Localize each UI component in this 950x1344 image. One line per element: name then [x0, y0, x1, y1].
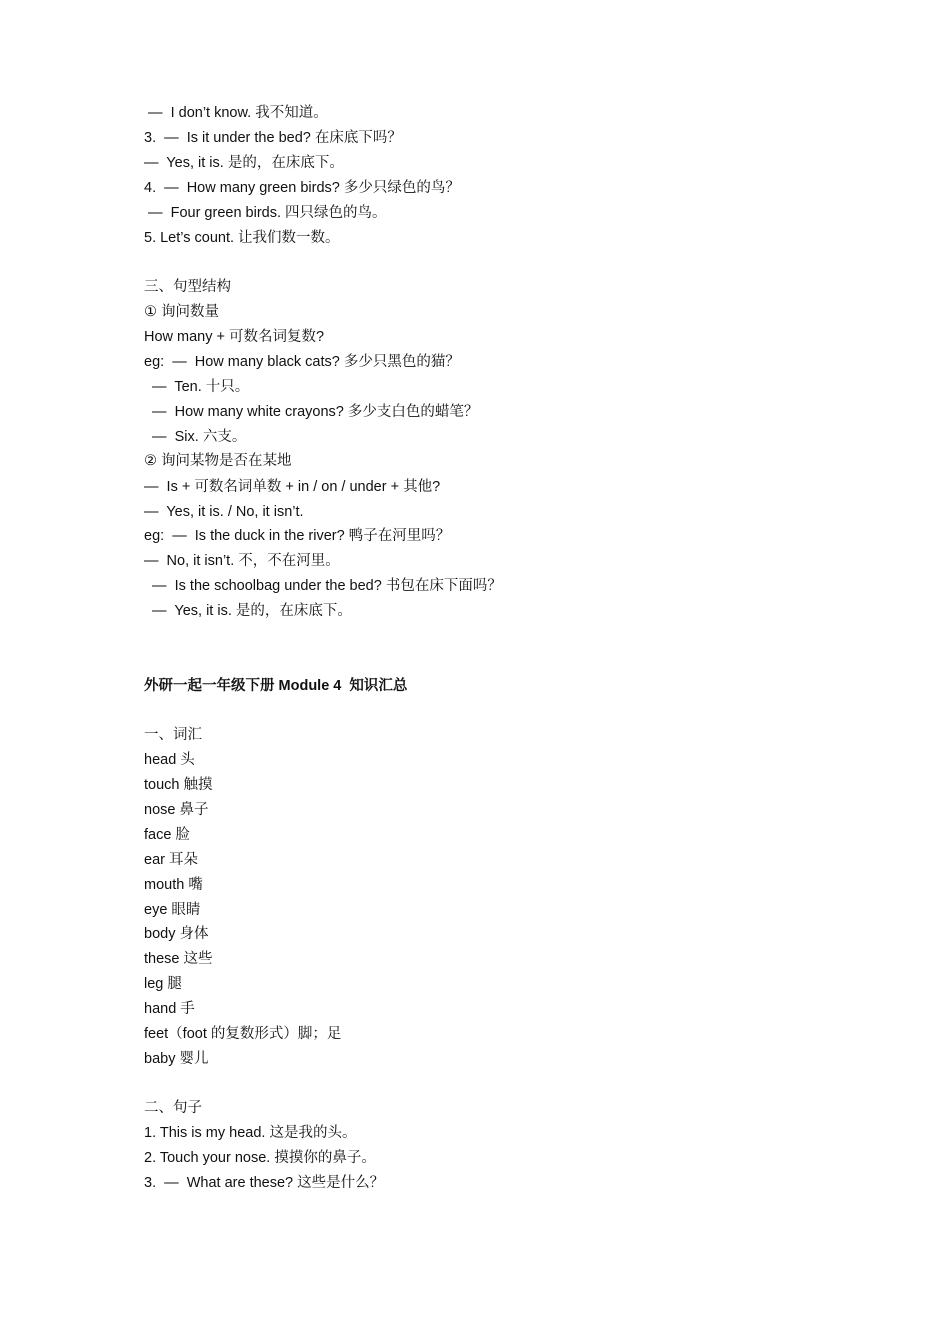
section-heading: 二、句子	[144, 1100, 202, 1116]
pattern-line: — Yes, it is. / No, it isn’t.	[144, 504, 304, 520]
vocabulary-item: face 脸	[144, 827, 190, 843]
module-title: 外研一起一年级下册 Module 4 知识汇总	[144, 678, 408, 694]
numbered-sentence: 4. — How many green birds? 多少只绿色的鸟？	[144, 180, 460, 196]
dialog-line: — Is the schoolbag under the bed? 书包在床下面吗？	[144, 578, 502, 594]
subsection-heading: ① 询问数量	[144, 304, 220, 320]
numbered-sentence: 3. — What are these? 这些是什么？	[144, 1175, 385, 1191]
vocabulary-item: head 头	[144, 752, 195, 768]
dialog-line: — Four green birds. 四只绿色的鸟。	[144, 205, 387, 221]
example-line: eg: — How many black cats? 多少只黑色的猫？	[144, 354, 460, 370]
dialog-line: — How many white crayons? 多少支白色的蜡笔？	[144, 404, 479, 420]
section-heading: 三、句型结构	[144, 279, 231, 295]
vocabulary-item: leg 腿	[144, 976, 182, 992]
numbered-sentence: 1. This is my head. 这是我的头。	[144, 1125, 357, 1141]
dialog-line: — I don’t know. 我不知道。	[144, 105, 328, 121]
subsection-heading: ② 询问某物是否在某地	[144, 453, 292, 469]
vocabulary-item: body 身体	[144, 926, 209, 942]
vocabulary-item: nose 鼻子	[144, 802, 209, 818]
vocabulary-item: eye 眼睛	[144, 902, 201, 918]
dialog-line: — Yes, it is. 是的，在床底下。	[144, 603, 352, 619]
vocabulary-item: mouth 嘴	[144, 877, 203, 893]
dialog-line: — Ten. 十只。	[144, 379, 250, 395]
numbered-sentence: 2. Touch your nose. 摸摸你的鼻子。	[144, 1150, 376, 1166]
vocabulary-item: touch 触摸	[144, 777, 213, 793]
section-heading: 一、词汇	[144, 727, 202, 743]
numbered-sentence: 3. — Is it under the bed? 在床底下吗？	[144, 130, 402, 146]
example-line: eg: — Is the duck in the river? 鸭子在河里吗？	[144, 528, 451, 544]
vocabulary-item: feet（foot 的复数形式）脚；足	[144, 1026, 342, 1042]
vocabulary-item: ear 耳朵	[144, 852, 198, 868]
vocabulary-item: hand 手	[144, 1001, 195, 1017]
vocabulary-item: these 这些	[144, 951, 213, 967]
dialog-line: — No, it isn’t. 不，不在河里。	[144, 553, 340, 569]
vocabulary-item: baby 婴儿	[144, 1051, 209, 1067]
pattern-line: How many + 可数名词复数?	[144, 329, 325, 345]
dialog-line: — Yes, it is. 是的，在床底下。	[144, 155, 344, 171]
dialog-line: — Six. 六支。	[144, 429, 247, 445]
numbered-sentence: 5. Let’s count. 让我们数一数。	[144, 230, 340, 246]
pattern-line: — Is + 可数名词单数 + in / on / under + 其他?	[144, 479, 441, 495]
